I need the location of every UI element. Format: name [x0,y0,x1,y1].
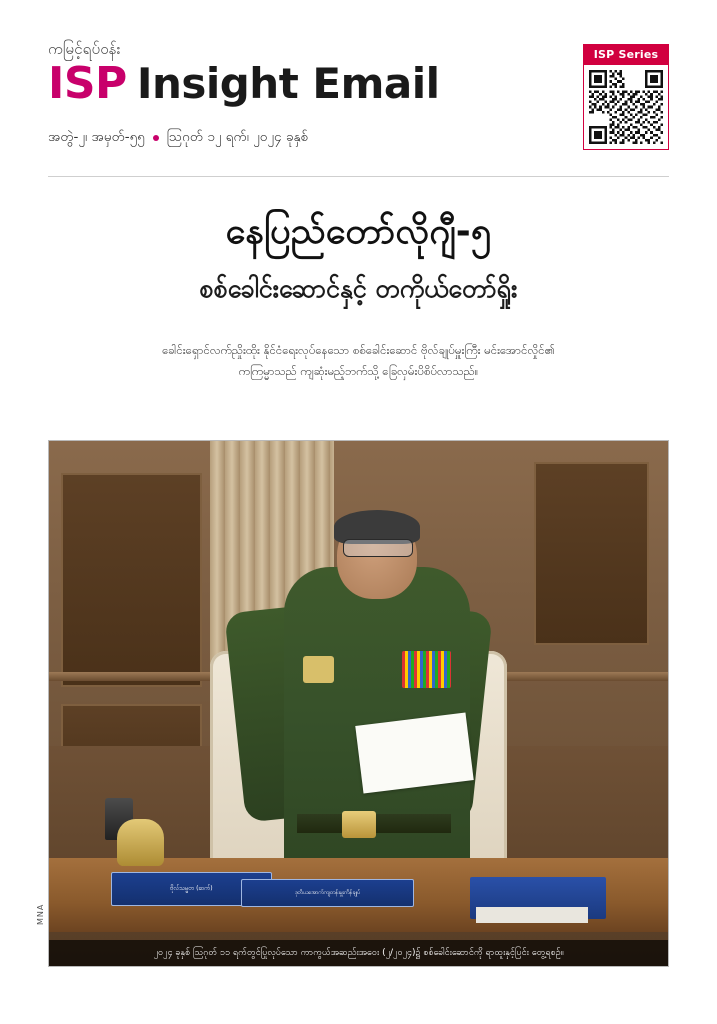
title-block [60,208,657,382]
qr-wrapper [584,65,668,149]
photo-medal-ribbons [402,651,452,688]
photo-wall-panel [534,462,649,645]
issue-volume: အတွဲ-၂၊ အမှတ်-၅၅ [48,129,145,145]
kicker-text: ကမြင့်ရပ်ဝန်း [48,40,121,58]
photo-belt-buckle [341,811,375,838]
photo-folder-papers [476,907,587,923]
series-badge [583,44,669,150]
photo-wall-panel [61,473,201,687]
series-badge-label: ISP Series [584,45,668,65]
qr-code-icon[interactable] [589,70,663,144]
photo-gold-vase [117,819,163,866]
cover-photo [48,440,669,967]
page-title: နေပြည်တော်လိုဂျီ-၅ [225,211,492,252]
standfirst-text: ခေါင်းရှောင်လက်ညှိုးထိုး နိုင်ငံရေးလုပ်နေသော စစ်ခေါင်းဆောင် ဗိုလ်ချုပ်မှူးကြီး မင်းအောင်လှိုင်၏ ကကြမ္မာသည် ကျဆုံးမည့်ဘက်သို့ ခြေလှမ်းပိစိပ်လာသည်။ [162,342,555,378]
glasses-icon [343,539,413,558]
photo-chest-badge [303,656,334,682]
brand-insight-email: Insight Email [136,59,440,108]
photo-caption: ၂၀၂၄ ခုနှစ် ဩဂုတ် ၁၁ ရက်တွင်ပြုလုပ်သော ကာကွယ်အဆည်းအဝေး (၂/၂၀၂၄)၌ စစ်ခေါင်းဆောင်ကို ရာထူးနှင့်ပြင်း တွေ့ရစဉ်။ [49,940,668,966]
header-divider [48,176,669,177]
masthead [48,58,669,109]
page-header [48,40,669,170]
photo-illustration [49,441,668,966]
brand-isp: ISP [48,58,127,109]
issue-line [48,128,669,148]
page-subtitle: စစ်ခေါင်းဆောင်နှင့် တကိုယ်တော်ရှိုး [199,273,518,303]
bullet-dot-icon [153,135,159,141]
issue-date: သြဂုတ် ၁၂ ရက်၊ ၂၀၂၄ ခုနှစ် [166,129,309,145]
photo-held-paper [355,713,474,794]
photo-credit: MNA [36,903,45,925]
photo-nameplate-main: ဗိုလ်သမ္မတ (ဆက်) [111,872,272,906]
photo-nameplate-secondary: ဒုတိယအောက်ကျတန်းမှူးကိန်ချုပ် [241,879,414,907]
